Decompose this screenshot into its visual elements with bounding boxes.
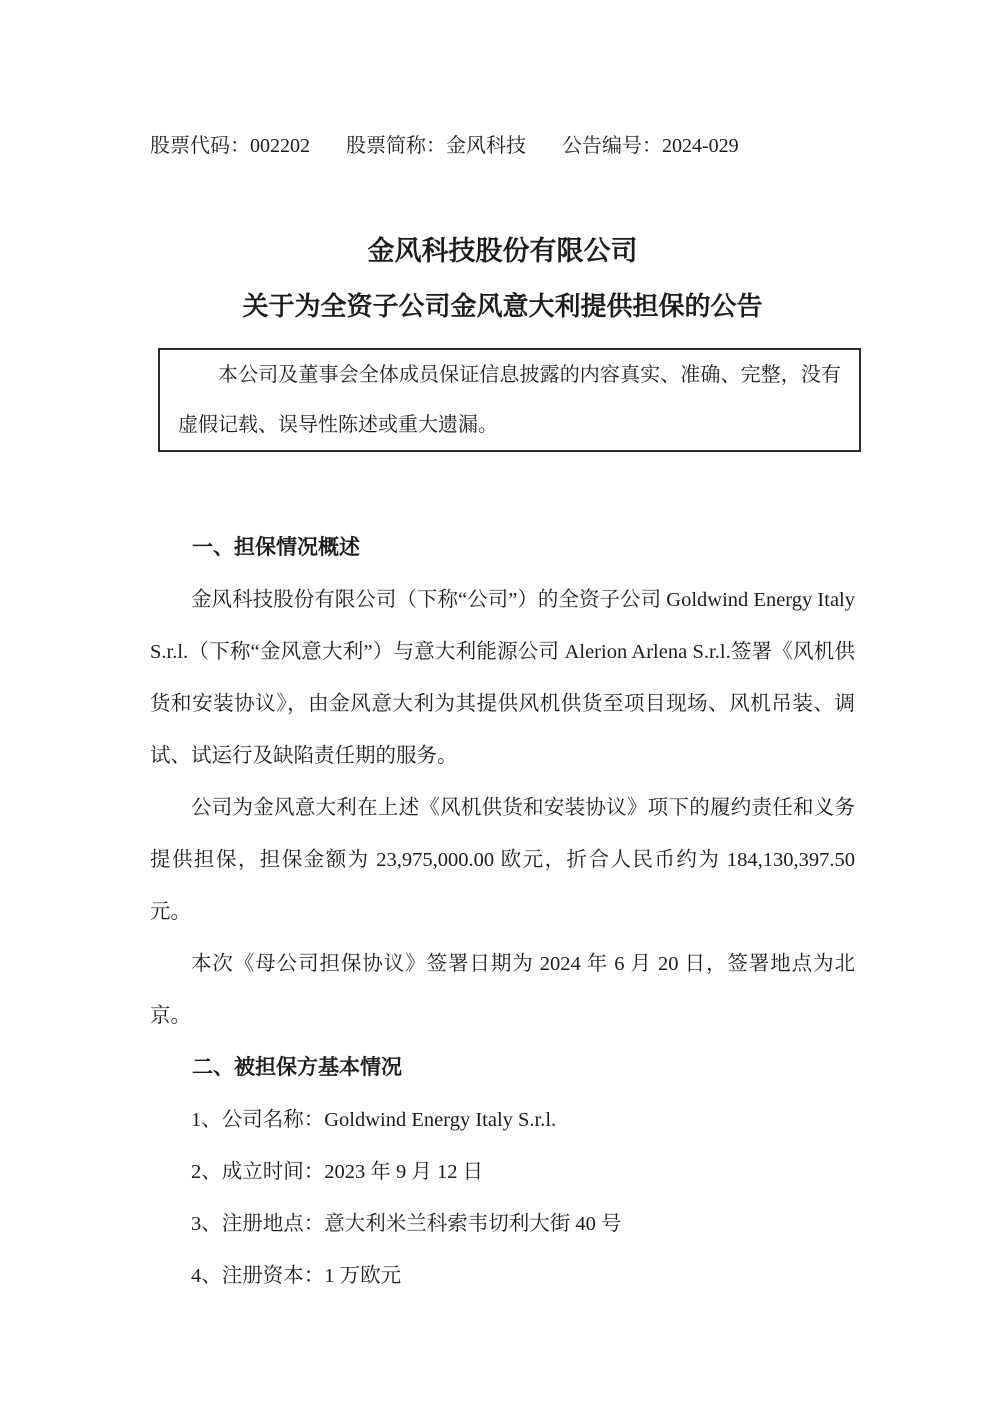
announcement-number-label: 公告编号： bbox=[562, 135, 662, 157]
stock-code bbox=[150, 135, 310, 157]
announcement-number bbox=[562, 135, 739, 157]
disclaimer-box bbox=[158, 348, 861, 452]
section-2-item-registered-capital: 4、注册资本：1 万欧元 bbox=[191, 1265, 402, 1287]
section-2-item-company-name: 1、公司名称：Goldwind Energy Italy S.r.l. bbox=[191, 1109, 557, 1131]
stock-code-value: 002202 bbox=[250, 135, 310, 157]
section-1-paragraph-2: 公司为金风意大利在上述《风机供货和安装协议》项下的履约责任和义务提供担保，担保金额为 23,975,000.00 欧元，折合人民币约为 184,130,397.50 元。 bbox=[150, 797, 855, 923]
stock-short-name-value: 金风科技 bbox=[446, 135, 526, 157]
section-1-paragraph-3: 本次《母公司担保协议》签署日期为 2024 年 6 月 20 日，签署地点为北京。 bbox=[150, 953, 855, 1027]
announcement-title: 关于为全资子公司金风意大利提供担保的公告 bbox=[242, 291, 763, 321]
document-header-row bbox=[150, 135, 855, 157]
announcement-number-value: 2024-029 bbox=[662, 135, 739, 157]
section-1-heading: 一、担保情况概述 bbox=[192, 536, 360, 559]
section-1-paragraph-1: 金风科技股份有限公司（下称“公司”）的全资子公司 Goldwind Energy Italy S.r.l.（下称“金风意大利”）与意大利能源公司 Alerion Arlena S.r.l.签署《风机供货和安装协议》，由金风意大利为其提供风机供货至项目现场、风机吊装、调试、试运行及缺陷责任期的服务。 bbox=[150, 589, 855, 767]
company-name-title: 金风科技股份有限公司 bbox=[367, 236, 638, 266]
stock-short-name-label: 股票简称： bbox=[346, 135, 446, 157]
document-body bbox=[150, 522, 855, 1302]
section-2-item-establish-date: 2、成立时间：2023 年 9 月 12 日 bbox=[191, 1161, 484, 1183]
disclaimer-text: 本公司及董事会全体成员保证信息披露的内容真实、准确、完整，没有虚假记载、误导性陈述或重大遗漏。 bbox=[178, 364, 841, 436]
stock-code-label: 股票代码： bbox=[150, 135, 250, 157]
section-2-heading: 二、被担保方基本情况 bbox=[192, 1056, 402, 1079]
section-2-item-registered-address: 3、注册地点：意大利米兰科索韦切利大街 40 号 bbox=[191, 1213, 622, 1235]
stock-short-name bbox=[346, 135, 526, 157]
